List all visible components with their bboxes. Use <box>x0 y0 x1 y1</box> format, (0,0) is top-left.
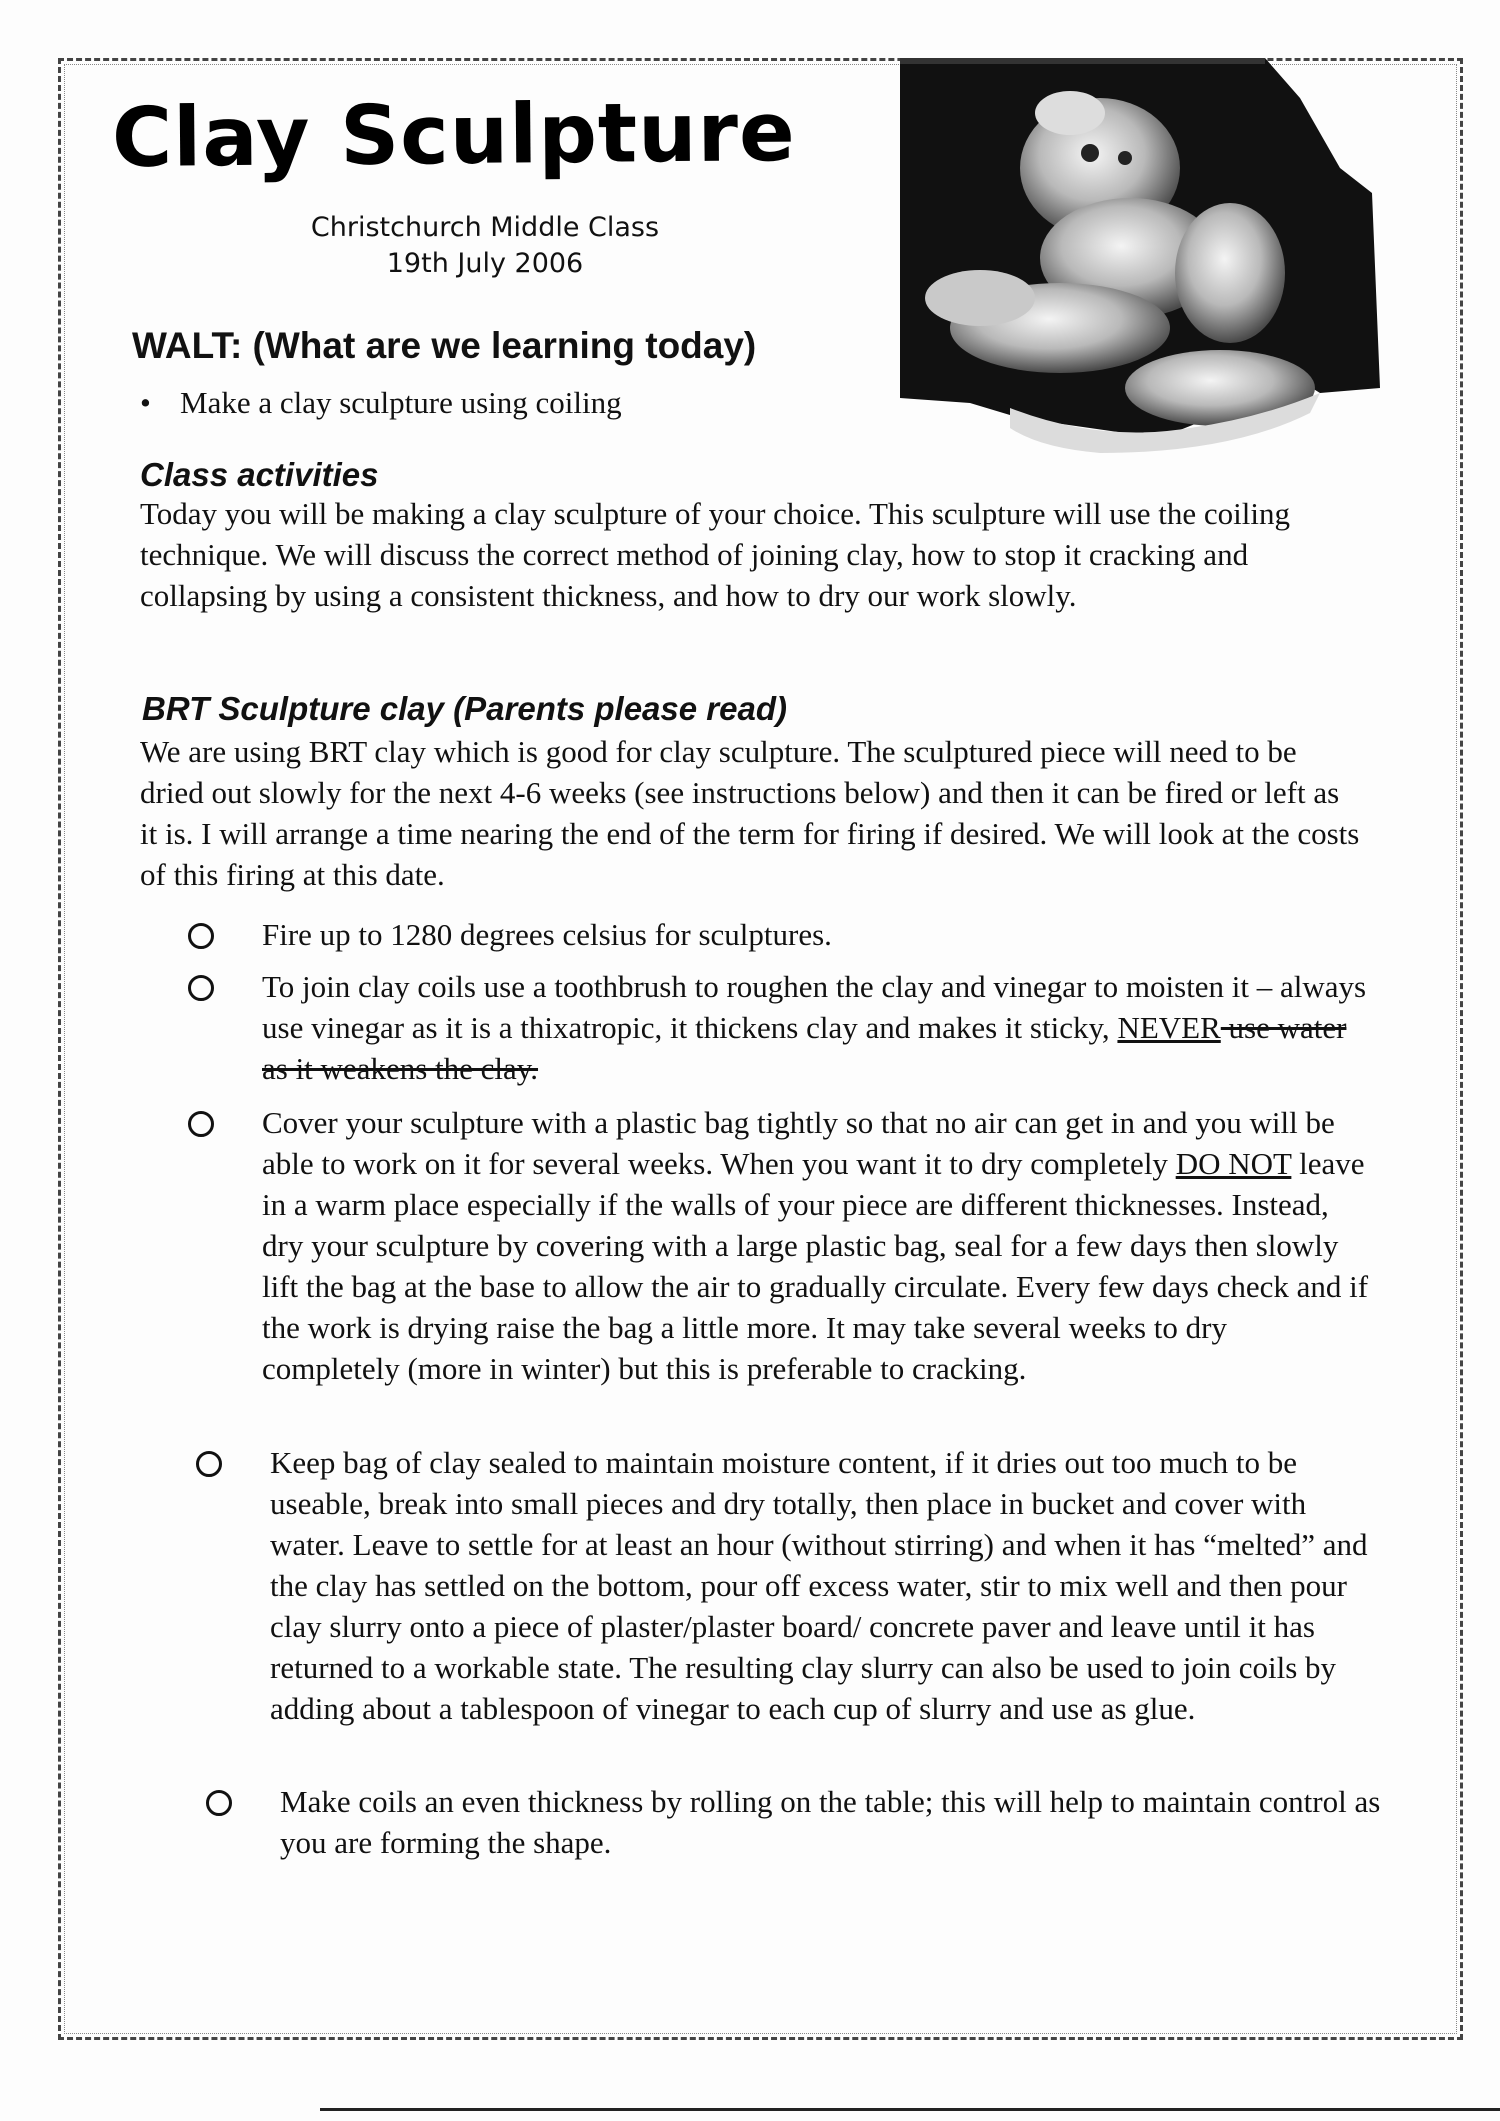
circle-bullet-icon <box>196 1451 222 1477</box>
list-item <box>206 1781 1406 1863</box>
clay-sculpture-photo-icon <box>900 58 1388 478</box>
class-activities-text: Today you will be making a clay sculpture of your choice. This sculpture will use the coiling technique. We will discuss the correct method of joining clay, how to stop it cracking and collapsing by using a consistent thickness, and how to dry our work slowly. <box>140 496 1291 613</box>
item-drying-text-rest: leave in a warm place especially if the walls of your piece are different thicknesses. Instead, dry your sculpture by covering with a large plastic bag, seal for a few days then slowly lift the bag at the base to allow the air to gradually circulate. Every few days check and if the work is drying raise the bag a little more. It may take several weeks to dry completely (more in winter) but this is preferable to cracking. <box>262 1146 1369 1386</box>
walt-bullet-text: Make a clay sculpture using coiling <box>180 385 622 420</box>
item-firing: Fire up to 1280 degrees celsius for sculptures. <box>262 917 832 952</box>
brt-text: We are using BRT clay which is good for clay sculpture. The sculptured piece will need to be dried out slowly for the next 4-6 weeks (see instructions below) and then it can be fired or left as it is. I will arrange a time nearing the end of the term for firing if desired. We will look at the costs of this firing at this date. <box>140 734 1360 892</box>
list-item <box>188 966 1388 1089</box>
page-title: Clay Sculpture <box>111 85 796 186</box>
list-item <box>196 1442 1396 1729</box>
brt-heading: BRT Sculpture clay (Parents please read) <box>142 690 787 727</box>
walt-heading: WALT: (What are we learning today) <box>132 325 757 366</box>
item-joining-text: To join clay coils use a toothbrush to roughen the clay and vinegar to moisten it – always use vinegar as it is a thixatropic, it thickens clay and makes it sticky, <box>262 969 1367 1045</box>
item-drying <box>262 1102 1372 1389</box>
circle-bullet-icon <box>188 975 214 1001</box>
item-coils: Make coils an even thickness by rolling on the table; this will help to maintain control as you are forming the shape. <box>280 1784 1381 1860</box>
subtitle-block <box>290 210 680 282</box>
item-joining <box>262 966 1372 1089</box>
circle-bullet-icon <box>188 923 214 949</box>
item-joining-struck-text: use water as it weakens the clay. <box>262 1010 1347 1086</box>
never-emphasis: NEVER <box>1117 1010 1221 1045</box>
bottom-rule <box>320 2108 1500 2111</box>
school-name: Christchurch Middle Class <box>310 212 660 243</box>
walt-bullet <box>140 385 622 421</box>
circle-bullet-icon <box>206 1790 232 1816</box>
list-item <box>188 914 1388 955</box>
do-not-emphasis: DO NOT <box>1175 1146 1292 1181</box>
class-activities-heading: Class activities <box>140 456 379 493</box>
bullet-dot-icon: • <box>140 385 151 420</box>
class-date: 19th July 2006 <box>386 248 584 279</box>
item-reclaim: Keep bag of clay sealed to maintain moisture content, if it dries out too much to be useable, break into small pieces and dry totally, then place in bucket and cover with water. Leave to settle for at least an hour (without stirring) and when it has “melted” and the clay has settled on the bottom, pour off excess water, stir to mix well and then pour clay slurry onto a piece of plaster/plaster board/ concrete paver and leave until it has returned to a workable state. The resulting clay slurry can also be used to join coils by adding about a tablespoon of vinegar to each cup of slurry and use as glue. <box>270 1445 1368 1726</box>
item-drying-text: Cover your sculpture with a plastic bag tightly so that no air can get in and you will be able to work on it for several weeks. When you want it to dry completely <box>262 1105 1335 1181</box>
list-item <box>188 1102 1388 1389</box>
circle-bullet-icon <box>188 1111 214 1137</box>
